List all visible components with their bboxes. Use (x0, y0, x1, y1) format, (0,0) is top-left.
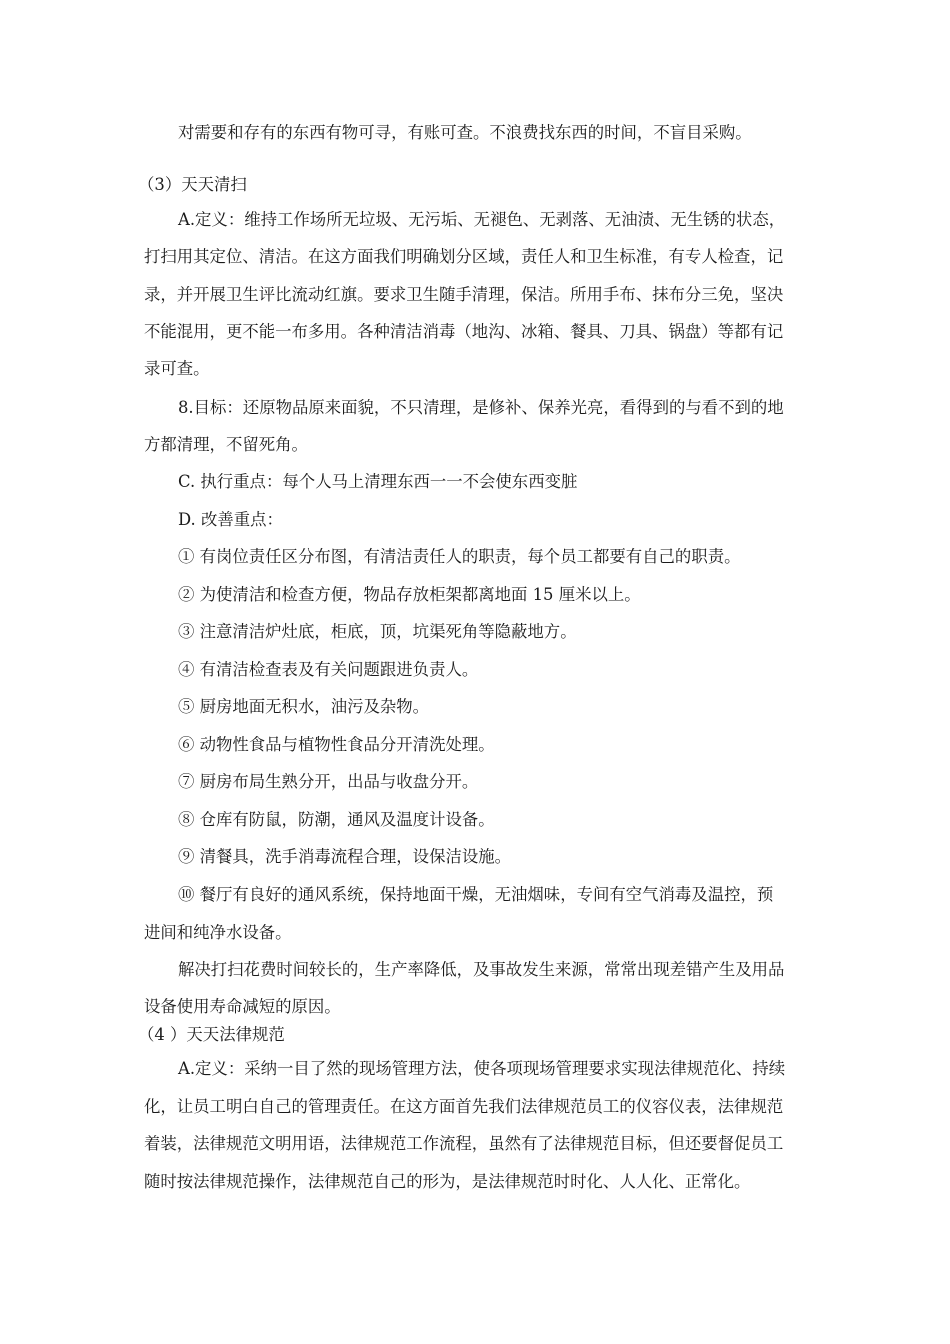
paragraph-line: 进间和纯净水设备。 (144, 923, 292, 942)
list-item: ① 有岗位责任区分布图，有清洁责任人的职责，每个员工都要有自己的职责。 (178, 547, 741, 566)
list-item: ⑥ 动物性食品与植物性食品分开清洗处理。 (178, 735, 495, 754)
list-item: ⑨ 清餐具，洗手消毒流程合理，设保洁设施。 (178, 847, 512, 866)
paragraph-line: 解决打扫花费时间较长的，生产率降低，及事故发生来源，常常出现差错产生及用品 (178, 960, 785, 979)
list-item: ④ 有清洁检查表及有关问题跟进负责人。 (178, 660, 479, 679)
section-heading: （4 ）天天法律规范 (138, 1025, 285, 1044)
section-heading: （3）天天清扫 (138, 175, 247, 194)
paragraph-line: C. 执行重点：每个人马上清理东西一一不会使东西变脏 (178, 472, 578, 491)
paragraph-line: 录，并开展卫生评比流动红旗。要求卫生随手清理，保洁。所用手布、抹布分三免，坚决 (144, 285, 784, 304)
paragraph-line: A.定义：维持工作场所无垃圾、无污垢、无褪色、无剥落、无油渍、无生锈的状态， (178, 210, 786, 229)
paragraph-line: 8.目标：还原物品原来面貌，不只清理，是修补、保养光亮，看得到的与看不到的地 (178, 398, 784, 417)
list-item: ⑦ 厨房布局生熟分开，出品与收盘分开。 (178, 772, 479, 791)
paragraph-line: D. 改善重点： (178, 510, 283, 529)
list-item: ② 为使清洁和检查方便，物品存放柜架都离地面 15 厘米以上。 (178, 585, 641, 604)
list-item: ⑤ 厨房地面无积水，油污及杂物。 (178, 697, 430, 716)
paragraph-line: 录可查。 (144, 359, 210, 378)
paragraph-line: 化，让员工明白自己的管理责任。在这方面首先我们法律规范员工的仪容仪表，法律规范 (144, 1097, 784, 1116)
paragraph-line: 打扫用其定位、清洁。在这方面我们明确划分区域，责任人和卫生标准，有专人检查，记 (144, 247, 784, 266)
list-item: ⑩ 餐厅有良好的通风系统，保持地面干燥，无油烟味，专间有空气消毒及温控，预 (178, 885, 774, 904)
list-item: ⑧ 仓库有防鼠，防潮，通风及温度计设备。 (178, 810, 495, 829)
paragraph-line: 对需要和存有的东西有物可寻，有账可查。不浪费找东西的时间，不盲目采购。 (178, 123, 752, 142)
paragraph-line: A.定义：采纳一目了然的现场管理方法，使各项现场管理要求实现法律规范化、持续 (178, 1059, 786, 1078)
paragraph-line: 方都清理，不留死角。 (144, 435, 308, 454)
paragraph-line: 设备使用寿命减短的原因。 (144, 997, 341, 1016)
paragraph-line: 随时按法律规范操作，法律规范自己的形为，是法律规范时时化、人人化、正常化。 (144, 1172, 751, 1191)
list-item: ③ 注意清洁炉灶底，柜底，顶，坑渠死角等隐蔽地方。 (178, 622, 577, 641)
paragraph-line: 不能混用，更不能一布多用。各种清洁消毒（地沟、冰箱、餐具、刀具、锅盘）等都有记 (144, 322, 784, 341)
paragraph-line: 着装，法律规范文明用语，法律规范工作流程，虽然有了法律规范目标，但还要督促员工 (144, 1134, 784, 1153)
